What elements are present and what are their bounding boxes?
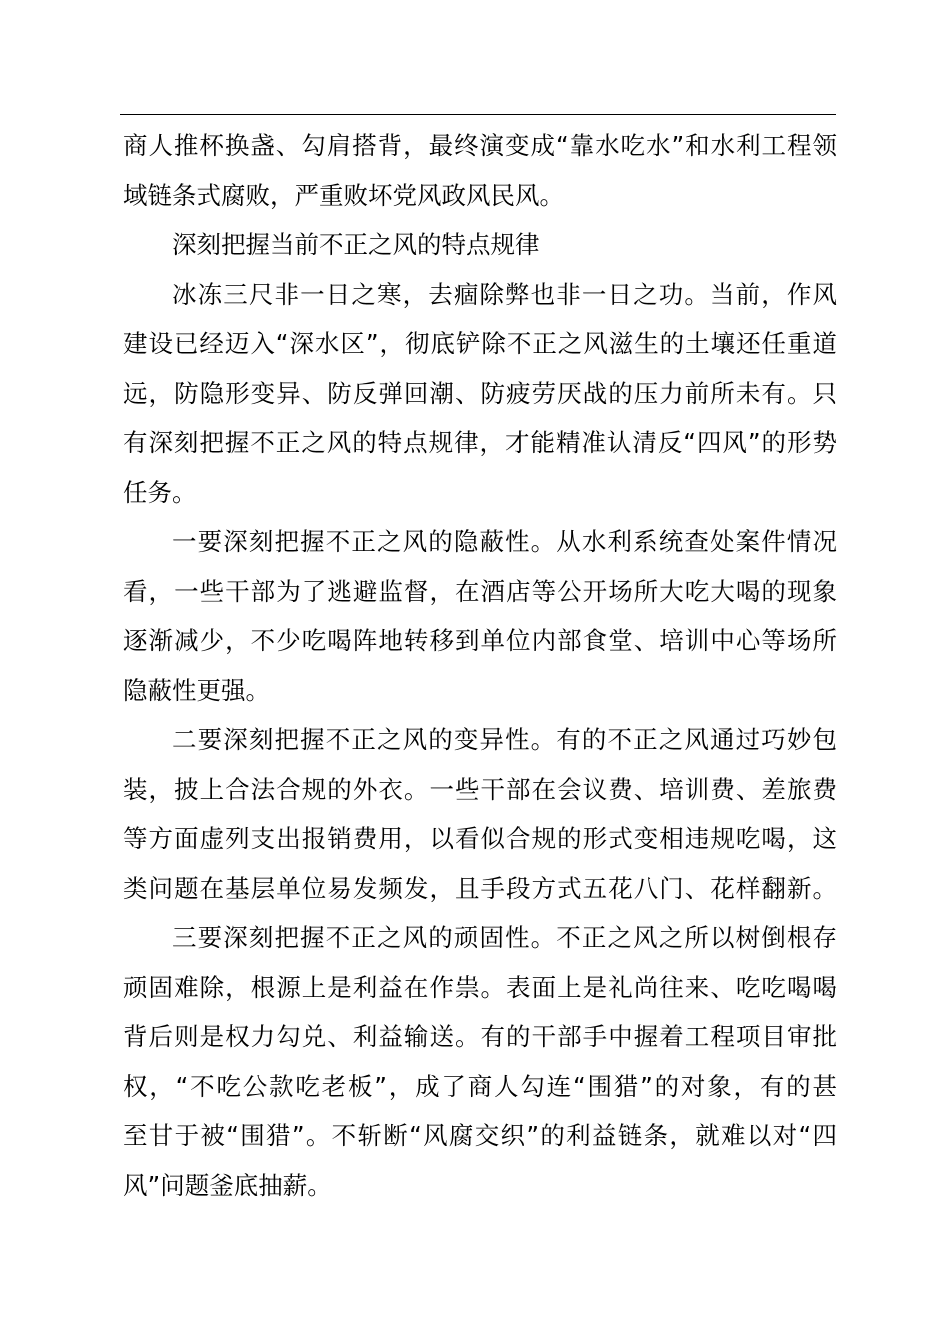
header-rule	[120, 114, 836, 115]
text-line: 任务。	[123, 477, 197, 507]
text-line: 隐蔽性更强。	[123, 675, 270, 705]
text-line: 一要深刻把握不正之风的隐蔽性。从水利系统查处案件情况	[172, 527, 837, 556]
text-line: 域链条式腐败，严重败坏党风政风民风。	[123, 180, 564, 210]
text-line: 看，一些干部为了逃避监督，在酒店等公开场所大吃大喝的现象	[123, 576, 837, 606]
text-line: 风”问题釜底抽薪。	[123, 1170, 332, 1200]
page-body	[123, 121, 837, 1210]
text-line: 三要深刻把握不正之风的顽固性。不正之风之所以树倒根存	[172, 923, 837, 952]
text-line: 权，“不吃公款吃老板”，成了商人勾连“围猎”的对象，有的甚	[123, 1071, 837, 1101]
text-line: 背后则是权力勾兑、利益输送。有的干部手中握着工程项目审批	[123, 1022, 837, 1051]
text-line: 装，披上合法合规的外衣。一些干部在会议费、培训费、差旅费	[123, 774, 837, 804]
text-line: 顽固难除，根源上是利益在作祟。表面上是礼尚往来、吃吃喝喝	[123, 972, 837, 1002]
section-heading: 深刻把握当前不正之风的特点规律	[172, 230, 540, 259]
text-line: 等方面虚列支出报销费用，以看似合规的形式变相违规吃喝，这	[123, 824, 837, 853]
text-line: 至甘于被“围猎”。不斩断“风腐交织”的利益链条，就难以对“四	[123, 1121, 837, 1150]
text-line: 远，防隐形变异、防反弹回潮、防疲劳厌战的压力前所未有。只	[123, 378, 837, 408]
text-line: 冰冻三尺非一日之寒，去痼除弊也非一日之功。当前，作风	[172, 279, 837, 309]
text-line: 建设已经迈入“深水区”，彻底铲除不正之风滋生的土壤还任重道	[123, 329, 837, 358]
text-line: 二要深刻把握不正之风的变异性。有的不正之风通过巧妙包	[172, 725, 837, 754]
text-line: 有深刻把握不正之风的特点规律，才能精准认清反“四风”的形势	[123, 428, 837, 457]
text-line: 逐渐减少，不少吃喝阵地转移到单位内部食堂、培训中心等场所	[123, 626, 837, 655]
text-line: 类问题在基层单位易发频发，且手段方式五花八门、花样翻新。	[123, 873, 837, 903]
text-line: 商人推杯换盏、勾肩搭背，最终演变成“靠水吃水”和水利工程领	[123, 131, 837, 160]
